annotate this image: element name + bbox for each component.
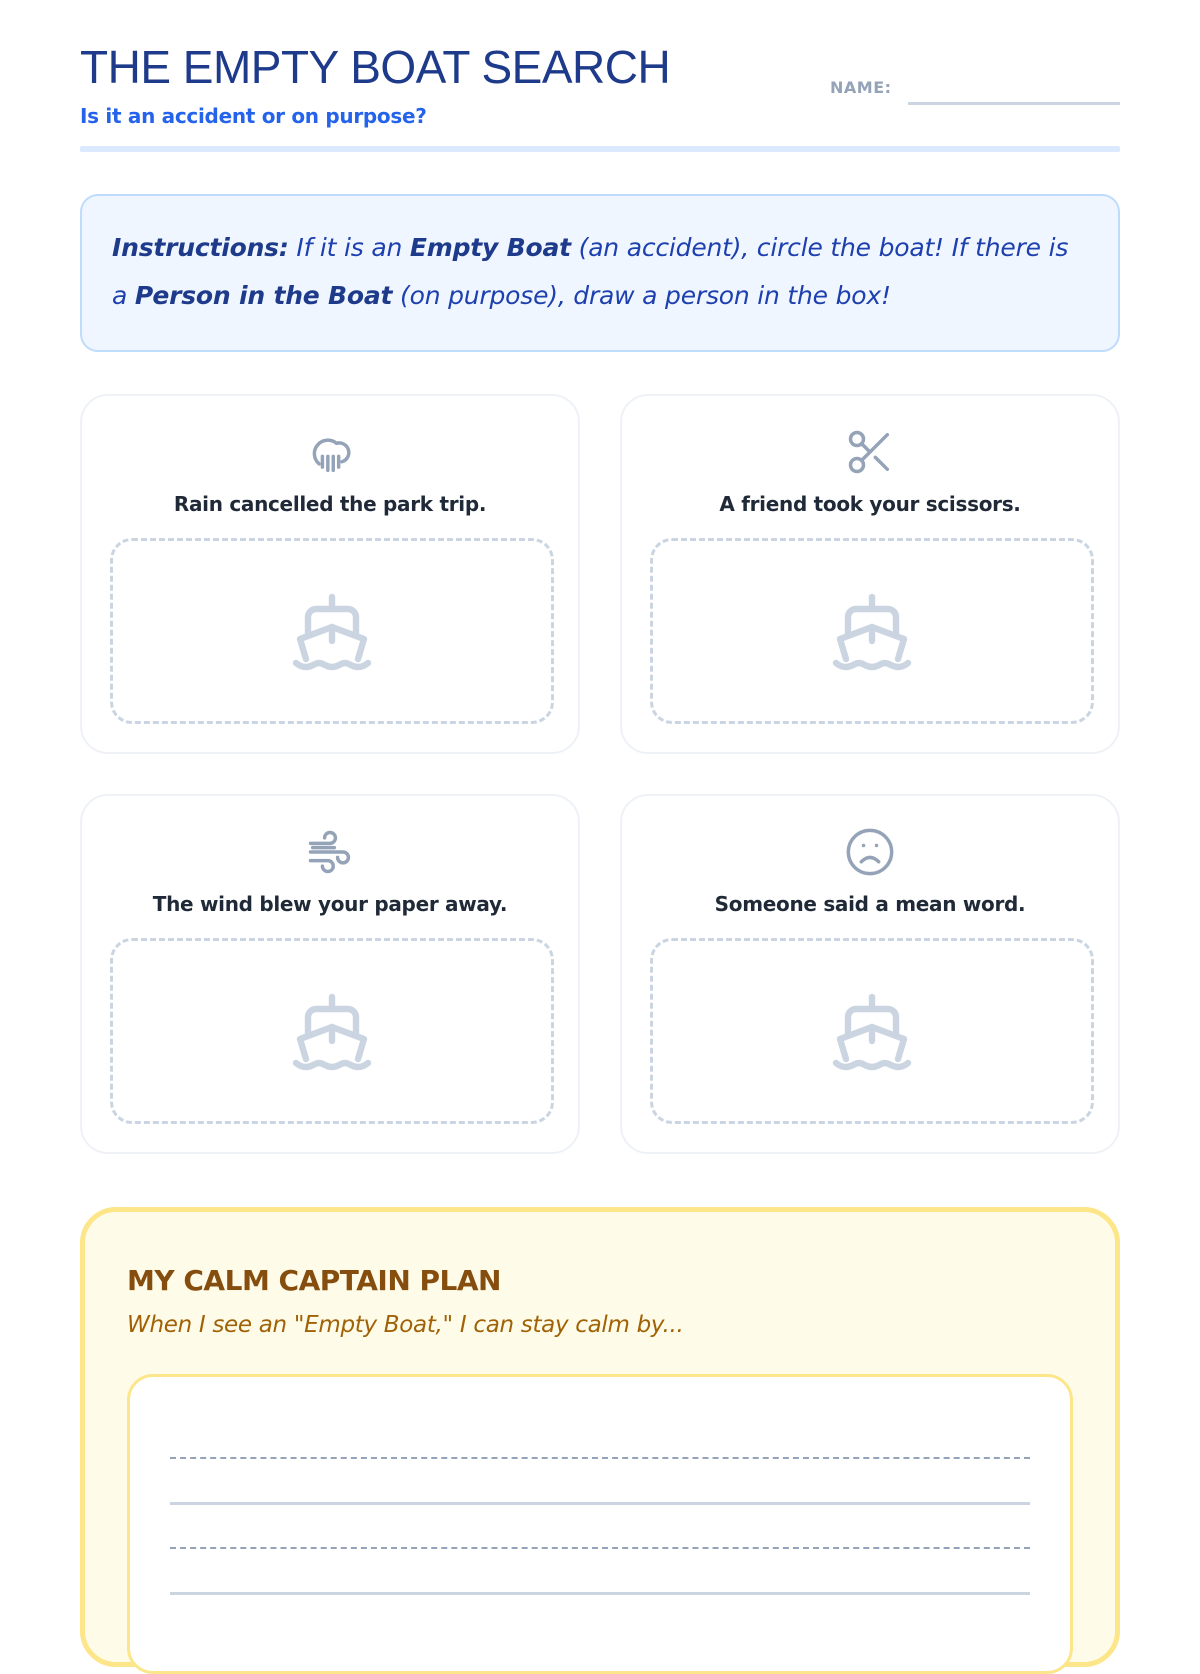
writing-guide-line — [170, 1457, 1030, 1459]
page-subtitle: Is it an accident or on purpose? — [80, 104, 427, 128]
instructions-text-1: If it is an — [288, 233, 410, 262]
answer-box[interactable] — [110, 538, 554, 724]
plan-title: MY CALM CAPTAIN PLAN — [127, 1264, 501, 1297]
scenario-text: A friend took your scissors. — [719, 492, 1021, 516]
instructions-text-2: (an accident), circle the boat! If there is a — [112, 233, 1069, 310]
writing-base-line — [170, 1502, 1030, 1505]
name-label: NAME: — [830, 78, 892, 97]
header — [80, 40, 1120, 154]
name-field[interactable] — [908, 102, 1120, 105]
rain-cloud-icon — [304, 426, 356, 478]
scenario-text: Someone said a mean word. — [714, 892, 1026, 916]
sad-face-icon — [844, 826, 896, 878]
boat-icon[interactable] — [824, 583, 920, 679]
instructions-person-boat: Person in the Boat — [134, 281, 393, 310]
scenario-text: Rain cancelled the park trip. — [173, 492, 487, 516]
boat-icon[interactable] — [284, 583, 380, 679]
instructions-lead: Instructions: — [112, 233, 289, 262]
writing-base-line — [170, 1592, 1030, 1595]
scissors-icon — [844, 426, 896, 478]
scenario-card-rain — [80, 394, 580, 754]
scenario-card-scissors — [620, 394, 1120, 754]
scenario-text: The wind blew your paper away. — [152, 892, 508, 916]
answer-box[interactable] — [650, 538, 1094, 724]
answer-box[interactable] — [110, 938, 554, 1124]
boat-icon[interactable] — [824, 983, 920, 1079]
scenario-card-wind — [80, 794, 580, 1154]
wind-icon — [304, 826, 356, 878]
answer-box[interactable] — [650, 938, 1094, 1124]
plan-subtitle: When I see an "Empty Boat," I can stay calm by... — [127, 1312, 684, 1338]
instructions-box — [80, 194, 1120, 352]
boat-icon[interactable] — [284, 983, 380, 1079]
calm-captain-plan — [80, 1207, 1120, 1667]
scenario-card-mean-word — [620, 794, 1120, 1154]
instructions-text-3: (on purpose), draw a person in the box! — [392, 281, 891, 310]
writing-guide-line — [170, 1547, 1030, 1549]
header-divider — [80, 146, 1120, 152]
instructions-empty-boat: Empty Boat — [409, 233, 571, 262]
page-title: THE EMPTY BOAT SEARCH — [80, 41, 671, 93]
plan-writing-area[interactable] — [127, 1374, 1073, 1674]
